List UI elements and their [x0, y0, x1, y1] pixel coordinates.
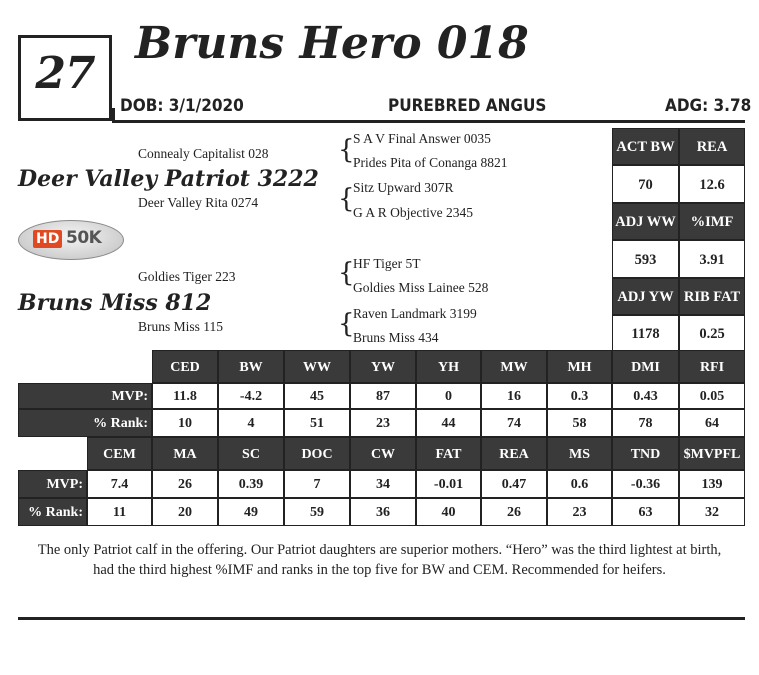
epd-rank-value: 78: [612, 409, 679, 437]
rank-label: % Rank:: [18, 498, 87, 526]
epd-rank-value: 58: [547, 409, 612, 437]
epd-header: REA: [481, 437, 547, 470]
epd-rank-value: 36: [350, 498, 416, 526]
epd-header: DOC: [284, 437, 350, 470]
dam-sire-dam: Goldies Miss Lainee 528: [353, 280, 489, 295]
dam-sire-sire: HF Tiger 5T: [353, 256, 421, 271]
dam-name: Bruns Miss 812: [18, 290, 212, 316]
dam-dam-sire: Raven Landmark 3199: [353, 306, 477, 321]
epd-rank-value: 11: [87, 498, 152, 526]
epd-mvp-value: 139: [679, 470, 745, 498]
brace: {: [338, 258, 355, 288]
epd-header: $MVPFL: [679, 437, 745, 470]
epd-rank-value: 44: [416, 409, 481, 437]
rank-label: % Rank:: [18, 409, 152, 437]
brace: {: [338, 309, 355, 339]
sire-sire: Connealy Capitalist 028: [138, 146, 269, 161]
epd-header: RFI: [679, 350, 745, 383]
epd-mvp-value: 0.05: [679, 383, 745, 409]
epd-mvp-value: 26: [152, 470, 218, 498]
epd-header: TND: [612, 437, 679, 470]
epd-header: MA: [152, 437, 218, 470]
side-value: 0.25: [679, 315, 745, 352]
dam-sire: Goldies Tiger 223: [138, 269, 236, 284]
mvp-label: MVP:: [18, 470, 87, 498]
epd-header: CED: [152, 350, 218, 383]
brace: {: [338, 135, 355, 165]
mvp-label: MVP:: [18, 383, 152, 409]
epd-header: YH: [416, 350, 481, 383]
dam-dam-dam: Bruns Miss 434: [353, 330, 439, 345]
side-header: REA: [679, 128, 745, 165]
sire-dam-sire: Sitz Upward 307R: [353, 180, 454, 195]
side-value: 1178: [612, 315, 679, 352]
epd-mvp-value: -4.2: [218, 383, 284, 409]
epd-header: SC: [218, 437, 284, 470]
adg-text: ADG: 3.78: [665, 96, 752, 116]
sire-dam-dam: G A R Objective 2345: [353, 205, 473, 220]
hd50k-logo-hd: HD: [33, 230, 62, 248]
lot-number: 27: [35, 48, 95, 99]
lot-description: The only Patriot calf in the offering. Our Patriot daughters are superior mothers. “Hero” was the third lightest at birth, had the third highest %IMF and ranks in the top five for BW and CEM. Recommended for heifers.: [37, 542, 722, 578]
epd-header: BW: [218, 350, 284, 383]
epd-mvp-value: 0.6: [547, 470, 612, 498]
side-value: 70: [612, 165, 679, 203]
epd-mvp-value: 0.39: [218, 470, 284, 498]
epd-rank-value: 59: [284, 498, 350, 526]
epd-mvp-value: 87: [350, 383, 416, 409]
dob-text: DOB: 3/1/2020: [120, 96, 244, 116]
epd-rank-value: 23: [350, 409, 416, 437]
epd-rank-value: 20: [152, 498, 218, 526]
epd-header: WW: [284, 350, 350, 383]
brace: {: [338, 184, 355, 214]
epd-header: MH: [547, 350, 612, 383]
epd-rank-value: 74: [481, 409, 547, 437]
epd-mvp-value: 0: [416, 383, 481, 409]
epd-mvp-value: 0.43: [612, 383, 679, 409]
side-value: 12.6: [679, 165, 745, 203]
epd-rank-value: 23: [547, 498, 612, 526]
side-header: ADJ YW: [612, 278, 679, 315]
epd-mvp-value: 0.47: [481, 470, 547, 498]
epd-mvp-value: -0.01: [416, 470, 481, 498]
breed-text: PUREBRED ANGUS: [388, 96, 547, 116]
epd-rank-value: 63: [612, 498, 679, 526]
epd-header: CEM: [87, 437, 152, 470]
epd-rank-value: 40: [416, 498, 481, 526]
side-header: RIB FAT: [679, 278, 745, 315]
epd-header: FAT: [416, 437, 481, 470]
info-underline: [112, 120, 745, 123]
epd-rank-value: 10: [152, 409, 218, 437]
epd-rank-value: 4: [218, 409, 284, 437]
epd-header: YW: [350, 350, 416, 383]
epd-mvp-value: 7.4: [87, 470, 152, 498]
sire-sire-dam: Prides Pita of Conanga 8821: [353, 155, 508, 170]
side-header: %IMF: [679, 203, 745, 240]
epd-rank-value: 32: [679, 498, 745, 526]
epd-header: MW: [481, 350, 547, 383]
epd-mvp-value: 34: [350, 470, 416, 498]
dam-dam: Bruns Miss 115: [138, 319, 224, 334]
bull-name: Bruns Hero 018: [135, 18, 529, 69]
epd-rank-value: 26: [481, 498, 547, 526]
hd50k-logo-50k: 50K: [66, 228, 102, 248]
epd-header: MS: [547, 437, 612, 470]
bottom-rule: [18, 617, 745, 620]
epd-mvp-value: 11.8: [152, 383, 218, 409]
sire-dam: Deer Valley Rita 0274: [138, 195, 259, 210]
epd-rank-value: 49: [218, 498, 284, 526]
epd-mvp-value: -0.36: [612, 470, 679, 498]
side-header: ACT BW: [612, 128, 679, 165]
side-value: 593: [612, 240, 679, 278]
sire-sire-sire: S A V Final Answer 0035: [353, 131, 491, 146]
side-value: 3.91: [679, 240, 745, 278]
epd-mvp-value: 7: [284, 470, 350, 498]
epd-mvp-value: 45: [284, 383, 350, 409]
epd-mvp-value: 16: [481, 383, 547, 409]
epd-mvp-value: 0.3: [547, 383, 612, 409]
sire-name: Deer Valley Patriot 3222: [18, 166, 319, 192]
epd-header: CW: [350, 437, 416, 470]
side-header: ADJ WW: [612, 203, 679, 240]
epd-header: DMI: [612, 350, 679, 383]
epd-rank-value: 64: [679, 409, 745, 437]
epd-rank-value: 51: [284, 409, 350, 437]
